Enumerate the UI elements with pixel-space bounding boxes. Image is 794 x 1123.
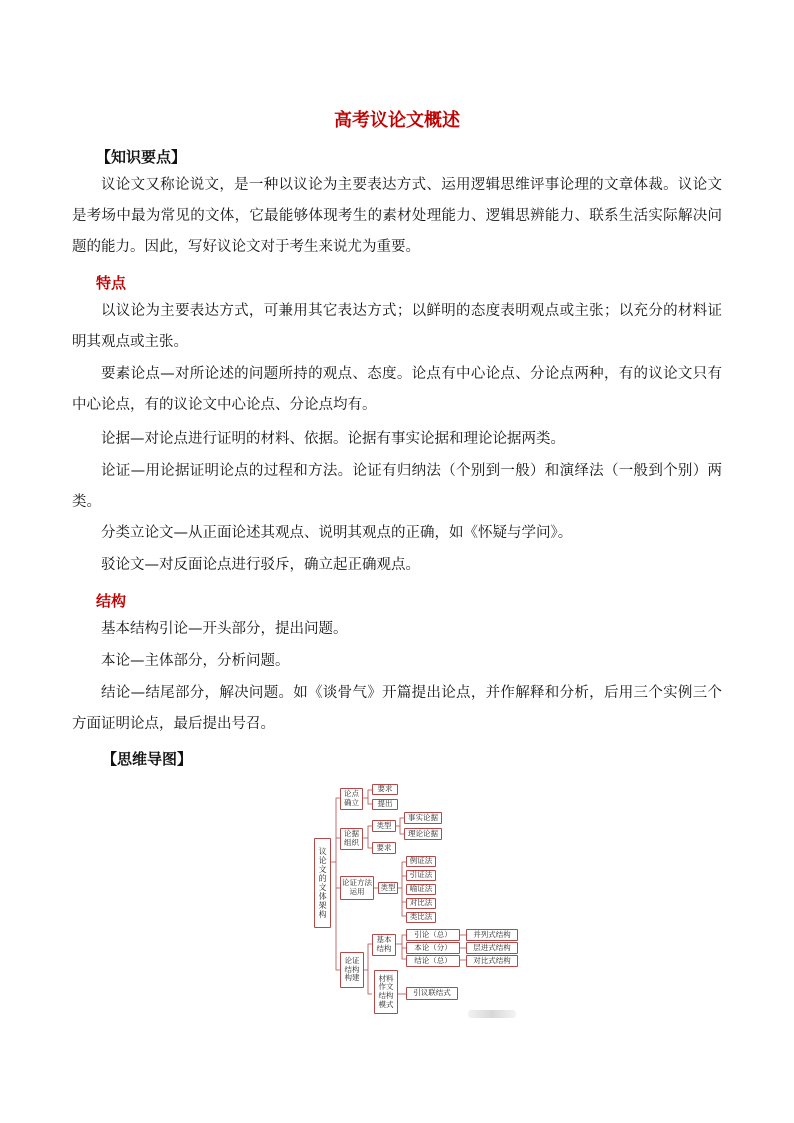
mindmap-node-contrast-structure: 对比式结构: [466, 955, 518, 967]
mindmap-node-fact-evidence: 事实论据: [404, 812, 442, 824]
mindmap-node-thesis-raise: 提出: [372, 799, 398, 810]
mindmap-node-basic-structure: 基本结构: [372, 934, 396, 956]
features-paragraph-6: 驳论文—对反面论点进行驳斥，确立起正确观点。: [101, 557, 420, 573]
mindmap-node-theory-evidence: 理论论据: [404, 828, 442, 840]
image-smudge: [468, 1010, 516, 1018]
structure-paragraph-1: 基本结构引论—开头部分，提出问题。: [101, 621, 348, 637]
features-paragraph-5: 分类立论文—从正面论述其观点、说明其观点的正确，如《怀疑与学问》。: [101, 525, 573, 541]
page-title: 高考议论文概述: [334, 110, 460, 131]
mindmap-node-progressive-structure: 层进式结构: [466, 942, 518, 954]
mind-map-diagram: [306, 780, 530, 1020]
mindmap-node-evidence-type: 类型: [372, 820, 396, 832]
mindmap-node-material-essay-mode: 材料作文结构模式: [374, 970, 398, 1014]
section-knowledge-points: 【知识要点】: [96, 148, 187, 166]
mindmap-node-example-method: 例证法: [406, 856, 436, 867]
mindmap-node-conclusion-total: 结论（总）: [406, 955, 460, 967]
mindmap-node-introduction-total: 引论（总）: [406, 929, 460, 941]
mindmap-node-argument-method: 论证方法运用: [340, 876, 374, 900]
mindmap-node-body-parts: 本论（分）: [406, 942, 460, 954]
features-paragraph-2: 要素论点—对所论述的问题所持的观点、态度。论点有中心论点、分论点两种，有的议论文只有中心论点，有的议论文中心论点、分论点均有。: [72, 366, 722, 413]
features-paragraph-3: 论据—对论点进行证明的材料、依据。论据有事实论据和理论论据两类。: [101, 431, 565, 447]
intro-paragraph: 议论文又称论说文，是一种以议论为主要表达方式、运用逻辑思维评事论理的文章体裁。议论文是考场中最为常见的文体，它最能够体现考生的素材处理能力、逻辑思辨能力、联系生活实际解决问题的能力。因此，写好议论文对于考生来说尤为重要。: [72, 177, 722, 255]
structure-paragraph-2: 本论—主体部分，分析问题。: [101, 653, 290, 669]
mindmap-node-thesis-requirement: 要求: [372, 784, 398, 795]
mindmap-node-metaphor-method: 喻证法: [406, 884, 436, 895]
section-structure: 结构: [96, 592, 127, 610]
section-mindmap: 【思维导图】: [102, 750, 193, 768]
mindmap-node-evidence: 论据组织: [340, 828, 363, 850]
mindmap-root-node: 议论文的文体架构: [314, 838, 331, 928]
section-features: 特点: [96, 274, 127, 292]
mindmap-node-citation-method: 引证法: [406, 870, 436, 881]
mindmap-node-thesis: 论点确立: [340, 788, 363, 810]
mindmap-node-method-type: 类型: [378, 882, 398, 894]
mindmap-node-evidence-requirement: 要求: [372, 842, 396, 854]
mindmap-node-contrast-method: 对比法: [406, 898, 436, 909]
mindmap-node-parallel-structure: 并列式结构: [466, 929, 518, 941]
features-paragraph-4: 论证—用论据证明论点的过程和方法。论证有归纳法（个别到一般）和演绎法（一般到个别）两类。: [72, 463, 722, 510]
structure-paragraph-3: 结论—结尾部分，解决问题。如《谈骨气》开篇提出论点，并作解释和分析，后用三个实例三个方面证明论点，最后提出号召。: [72, 685, 722, 732]
mindmap-node-quote-discuss-link: 引议联结式: [406, 987, 458, 1000]
mindmap-node-analogy-method: 类比法: [406, 912, 436, 923]
mindmap-node-argument-structure: 论证结构构建: [340, 952, 364, 988]
features-paragraph-1: 以议论为主要表达方式，可兼用其它表达方式；以鲜明的态度表明观点或主张；以充分的材料证明其观点或主张。: [72, 303, 722, 350]
